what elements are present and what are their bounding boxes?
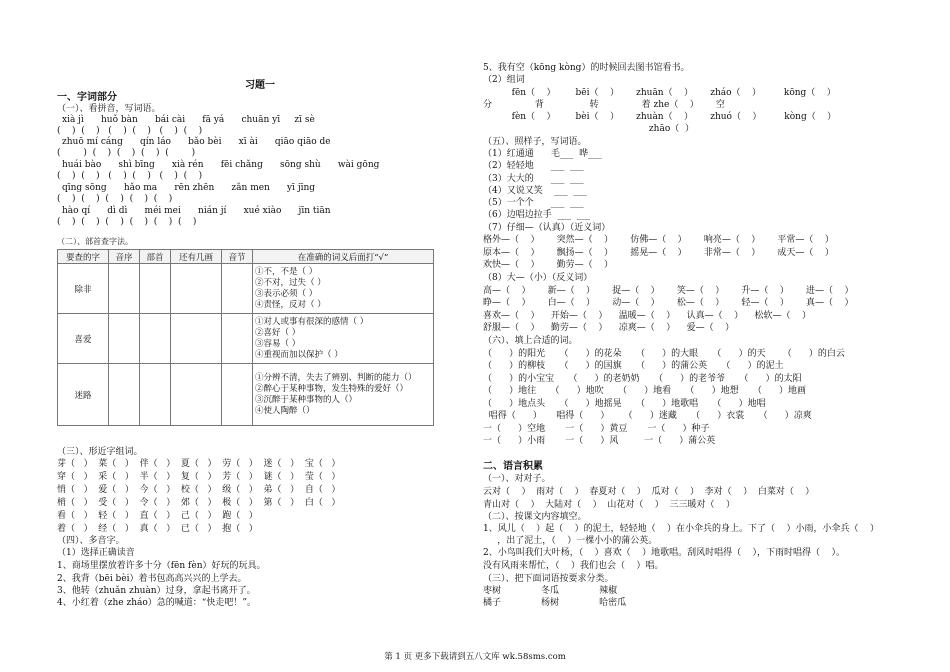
table-row — [58, 364, 434, 426]
example-row: （3）大大的 ___ ___ — [483, 174, 584, 184]
couplet-row: 青山对（ ） 大陆对（ ） 山花对（ ） 三三暖对（ ） — [483, 500, 735, 510]
fill-row: （ ）的小宝宝 （ ）的老奶奶 （ ）的老爷爷 （ ）的太阳 — [483, 374, 802, 384]
synonym-row: 欢快—（ ） 勤劳—（ ） — [483, 260, 614, 270]
pinyin-row: zhuō mí cáng qín láo bǎo bèi xī ài qiāo qiāo de — [62, 137, 331, 147]
similar-chars-row: 芽（ ） 菜（ ） 伴（ ） 夏（ ） 劳（ ） 迷（ ） 宝（ ） — [57, 459, 341, 469]
classify-row: 橘子 杨树 哈密瓜 — [483, 598, 627, 608]
similar-chars-row: 着（ ） 经（ ） 真（ ） 已（ ） 抱（ ） — [57, 524, 258, 534]
lookup-word: 迷路 — [58, 364, 109, 426]
answer-cell[interactable] — [171, 264, 222, 314]
fill-row: 一（ ）空地 一（ ）黄豆 一（ ）种子 — [483, 424, 710, 434]
answer-cell[interactable] — [109, 364, 140, 426]
pinyin-row: huái bào shì bīng xià rén fēi chǎng sōng shù wài gōng — [62, 160, 380, 170]
table-row — [58, 314, 434, 364]
answer-cell[interactable] — [222, 364, 253, 426]
answer-cell[interactable] — [171, 314, 222, 364]
table-header-cell: 音序 — [109, 250, 140, 264]
pinyin-row: xià jì huǒ bàn bái cài fā yá chuān yī zī sè — [62, 115, 315, 125]
group-words-row: 分 背 转 着 zhe（ ） 空 — [483, 100, 725, 110]
example-row: （6）边唱边拉手 ___ ___ — [483, 210, 591, 220]
sub-heading: （1）选择正确读音 — [57, 548, 135, 558]
table-header-row — [58, 250, 434, 264]
fill-row: （ ）地往 （ ）地吹 （ ）地看 （ ）地想 （ ）地画 — [483, 386, 807, 396]
polyphonic-sentence: 3、他转（zhuǎn zhuàn）过身，拿起书离开了。 — [57, 586, 256, 596]
answer-cell[interactable] — [222, 314, 253, 364]
section-heading-words: 一、字词部分 — [57, 92, 117, 103]
part-heading-couplet: （一）、对对子。 — [483, 474, 551, 484]
part-heading-polyphonic: （四）、多音字。 — [57, 536, 125, 546]
section-heading-language: 二、语言积累 — [483, 461, 543, 472]
similar-chars-row: 看（ ） 轻（ ） 直（ ） 己（ ） 跑（ ） — [57, 511, 258, 521]
fill-row: （ ）的阳光 （ ）的花朵 （ ）的大眼 （ ）的天 （ ）的白云 — [483, 349, 845, 359]
part-heading-synonym: （7）仔细—（认真）（近义词） — [483, 223, 611, 233]
group-words-row: fēn（ ） bēi（ ） zhuān（ ） zháo（ ） kōng（ ） — [483, 88, 836, 98]
example-row: （2）轻轻地 ___ ___ — [483, 161, 584, 171]
example-row: （4）又说又笑 ___ ___ — [483, 186, 587, 196]
synonym-row: 原本—（ ） 飘扬—（ ） 摇晃—（ ） 非常—（ ） 成天—（ ） — [483, 248, 834, 258]
example-row: （1）红通通 毛___ 哗___ — [483, 149, 602, 159]
example-row: （5）一个个 ___ ___ — [483, 198, 584, 208]
synonym-row: 格外—（ ） 突然—（ ） 仿佛—（ ） 响亮—（ ） 平常—（ ） — [483, 235, 834, 245]
antonym-row: 喜欢—（ ） 开始—（ ） 温暖—（ ） 认真—（ ） 松软—（ ） — [483, 311, 811, 321]
similar-chars-row: 穿（ ） 采（ ） 半（ ） 复（ ） 芳（ ） 谜（ ） 莹（ ） — [57, 472, 341, 482]
definition-list: ①对人或事有很深的感情（ ） ②喜好（ ） ③容易（ ） ④重视而加以保护（ ） — [253, 314, 434, 364]
fill-row: 唱得（ ） 唱得（ ） （ ）迷藏 （ ）衣裳 （ ）凉爽 — [483, 411, 812, 421]
answer-cell[interactable] — [140, 364, 171, 426]
antonym-row: 睁—（ ） 白—（ ） 动—（ ） 松—（ ） 轻—（ ） 真—（ ） — [483, 298, 854, 308]
part-heading-similar: （三）、形近字组词。 — [57, 447, 143, 457]
answer-brackets: ( ) ( ) ( ) ( ) ( ) ( ) — [57, 126, 203, 136]
answer-brackets: ( ) ( ) ( ) ( ) ( ) ( ) — [57, 217, 197, 227]
similar-chars-row: 梢（ ） 受（ ） 令（ ） 郊（ ） 极（ ） 第（ ） 白（ ） — [57, 498, 341, 508]
text-fill-row: ，出了泥土，（ ）一棵小小的蒲公英。 — [483, 536, 658, 546]
polyphonic-sentence: 2、我背（bēi bèi）着书包高高兴兴的上学去。 — [57, 574, 247, 584]
answer-cell[interactable] — [171, 364, 222, 426]
polyphonic-sentence: 1、商场里摆放着许多十分（fēn fèn）好玩的玩具。 — [57, 561, 266, 571]
fill-row: 一（ ）小雨 一（ ）风 一（ ）蒲公英 — [483, 436, 716, 446]
answer-cell[interactable] — [222, 264, 253, 314]
part-heading-classify: （三）、把下面词语按要求分类。 — [483, 574, 614, 584]
answer-cell[interactable] — [140, 314, 171, 364]
page-footer: 第 1 页 更多下载请到五八文库 wk.58sms.com — [384, 652, 566, 662]
table-row — [58, 264, 434, 314]
definition-list: ①不，不是（ ） ②不对，过失（ ） ③表示必须（ ） ④责怪，反对（ ） — [253, 264, 434, 314]
table-header-cell: 部首 — [140, 250, 171, 264]
pinyin-row: qīng sōng hǎo ma rēn zhēn zǎn men yī jīng — [62, 183, 316, 193]
part-heading-example: （五）、照样子，写词语。 — [483, 137, 587, 147]
group-words-row: zhāo（ ） — [483, 124, 694, 134]
table-header-cell: 在准确的词义后面打“√” — [253, 250, 434, 264]
similar-chars-row: 悄（ ） 爱（ ） 今（ ） 校（ ） 级（ ） 弟（ ） 自（ ） — [57, 485, 341, 495]
text-fill-row: 2、小鸟叫我们大叶杨，（ ）喜欢（ ）地歌唱。刮风时唱得（ ），下雨时唱得（ ）。 — [483, 548, 846, 558]
table-header-cell: 要查的字 — [58, 250, 109, 264]
answer-cell[interactable] — [109, 264, 140, 314]
lookup-word: 喜爱 — [58, 314, 109, 364]
definition-list: ①分辨不清，失去了辨别、判断的能力（） ②醉心于某种事物，发生特殊的爱好（） ③沉醉于某种事物的人（） ④使人陶醉（） — [253, 364, 434, 426]
answer-brackets: ( ) ( ) ( ) ( ) ( ) — [57, 148, 196, 158]
fill-row: （ ）地点头 （ ）地摇晃 （ ）地歌唱 （ ）地唱 — [483, 399, 766, 409]
answer-brackets: ( ) ( ) ( ) ( ) ( ) ( ) — [57, 171, 203, 181]
answer-brackets: ( ) ( ) ( ) ( ) ( ) — [57, 194, 173, 204]
antonym-row: 高—（ ） 新—（ ） 捉—（ ） 笑—（ ） 升—（ ） 进—（ ） — [483, 286, 854, 296]
text-fill-row: 没有风雨来帮忙，（ ）我们也会（ ）唱。 — [483, 561, 664, 571]
part-heading-pinyin: （一）、看拼音，写词语。 — [57, 104, 161, 114]
antonym-row: 舒服—（ ） 勤劳—（ ） 凉爽—（ ） 爱—（ ） — [483, 323, 735, 333]
table-header-cell: 音节 — [222, 250, 253, 264]
pinyin-row: hào qí dì dì méi mei nián jí xué xiào jīn tiān — [62, 206, 331, 216]
part-heading-fill: （六）、填上合适的词。 — [483, 336, 578, 346]
classify-row: 枣树 冬瓜 辣椒 — [483, 586, 618, 596]
question-text: 5、我有空（kōng kòng）的时候回去图书馆看书。 — [483, 63, 690, 73]
lookup-word: 除非 — [58, 264, 109, 314]
fill-row: （ ）的柳枝 （ ）的国旗 （ ）的蒲公英 （ ）的泥土 — [483, 361, 784, 371]
sub-heading: （2）组词 — [483, 75, 525, 85]
couplet-row: 云对（ ） 雨对（ ） 春夏对（ ） 瓜对（ ） 李对（ ） 白菜对（ ） — [483, 487, 815, 497]
polyphonic-sentence: 4、小红着（zhe zháo）急的喊道：“快走吧！”。 — [57, 598, 256, 608]
radical-lookup-table — [57, 249, 434, 426]
part-heading-antonym: （8）大—（小）（反义词） — [483, 273, 593, 283]
group-words-row: fèn（ ） bèi（ ） zhuàn（ ） zhuó（ ） kòng（ ） — [483, 112, 837, 122]
answer-cell[interactable] — [140, 264, 171, 314]
text-fill-row: 1、风儿（ ）起（ ）的泥土，轻轻地（ ）在小伞兵的身上。下了（ ）小雨，小伞兵（ ） — [483, 524, 879, 534]
answer-cell[interactable] — [109, 314, 140, 364]
part-heading-text-fill: （二）、按课文内容填空。 — [483, 512, 587, 522]
table-header-cell: 还有几画 — [171, 250, 222, 264]
page-title: 习题一 — [245, 80, 275, 91]
part-heading-radical: （二）、部首查字法。 — [57, 237, 133, 246]
